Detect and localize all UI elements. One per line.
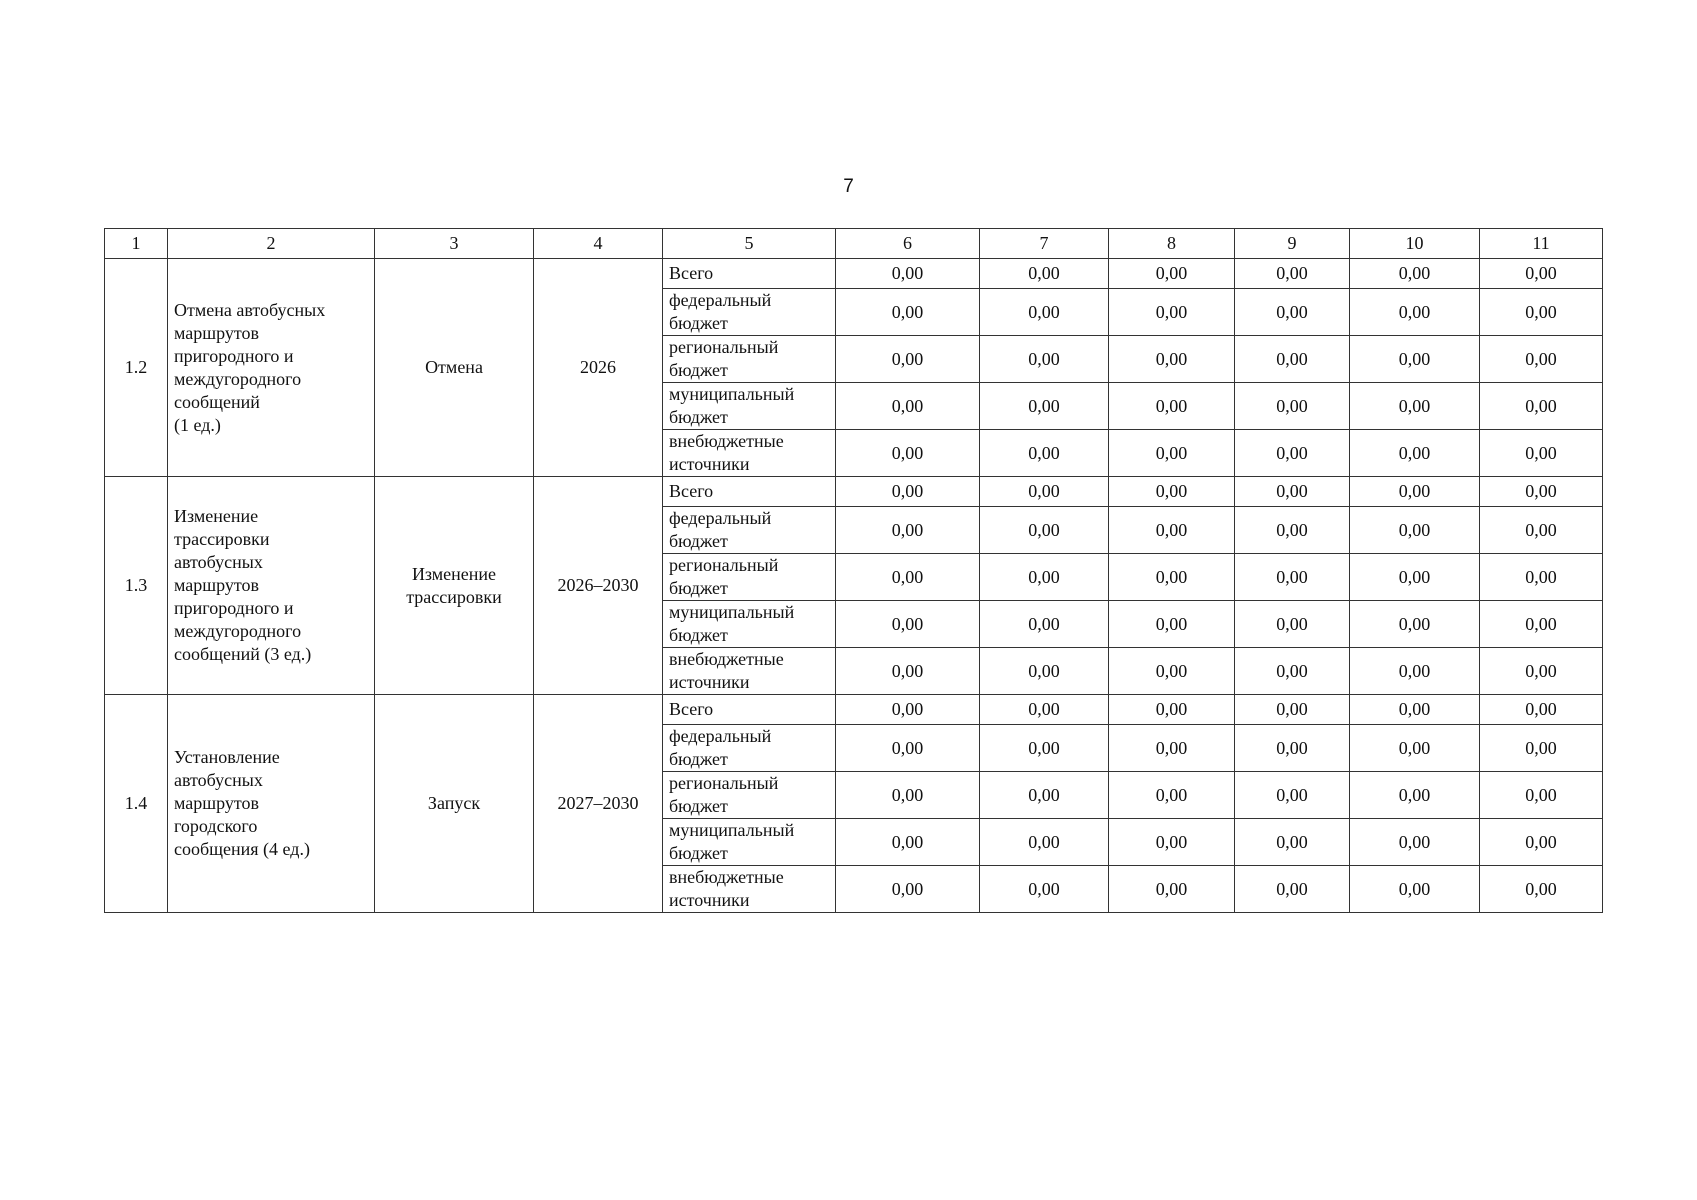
funding-source-cell: региональный бюджет: [663, 554, 836, 601]
item-period-cell: 2026: [534, 259, 663, 477]
funding-source-cell: Всего: [663, 695, 836, 725]
amount-cell: 0,00: [980, 554, 1109, 601]
header-cell: 7: [980, 229, 1109, 259]
amount-cell: 0,00: [1109, 866, 1235, 913]
amount-cell: 0,00: [836, 383, 980, 430]
amount-cell: 0,00: [1350, 866, 1480, 913]
header-cell: 8: [1109, 229, 1235, 259]
header-cell: 11: [1480, 229, 1603, 259]
amount-cell: 0,00: [1235, 695, 1350, 725]
funding-source-cell: федеральный бюджет: [663, 725, 836, 772]
amount-cell: 0,00: [980, 648, 1109, 695]
amount-cell: 0,00: [1480, 648, 1603, 695]
header-cell: 6: [836, 229, 980, 259]
funding-source-cell: муниципальный бюджет: [663, 383, 836, 430]
amount-cell: 0,00: [1480, 430, 1603, 477]
amount-cell: 0,00: [1109, 507, 1235, 554]
header-cell: 2: [168, 229, 375, 259]
amount-cell: 0,00: [1235, 383, 1350, 430]
amount-cell: 0,00: [836, 772, 980, 819]
amount-cell: 0,00: [1480, 819, 1603, 866]
amount-cell: 0,00: [980, 601, 1109, 648]
funding-source-cell: Всего: [663, 477, 836, 507]
item-name-cell: Отмена автобусных маршрутов пригородного и междугородного сообщений (1 ед.): [168, 259, 375, 477]
amount-cell: 0,00: [1109, 648, 1235, 695]
amount-cell: 0,00: [1350, 259, 1480, 289]
amount-cell: 0,00: [1235, 648, 1350, 695]
amount-cell: 0,00: [1480, 772, 1603, 819]
amount-cell: 0,00: [1109, 259, 1235, 289]
amount-cell: 0,00: [836, 477, 980, 507]
page-number: 7: [843, 176, 854, 197]
amount-cell: 0,00: [1480, 383, 1603, 430]
amount-cell: 0,00: [1350, 477, 1480, 507]
funding-source-cell: Всего: [663, 259, 836, 289]
amount-cell: 0,00: [1235, 601, 1350, 648]
amount-cell: 0,00: [1350, 507, 1480, 554]
amount-cell: 0,00: [836, 725, 980, 772]
funding-source-cell: региональный бюджет: [663, 772, 836, 819]
amount-cell: 0,00: [980, 819, 1109, 866]
amount-cell: 0,00: [1480, 554, 1603, 601]
table-row: [105, 477, 1603, 507]
item-period-cell: 2026–2030: [534, 477, 663, 695]
amount-cell: 0,00: [1109, 336, 1235, 383]
amount-cell: 0,00: [980, 383, 1109, 430]
amount-cell: 0,00: [836, 259, 980, 289]
funding-source-cell: внебюджетные источники: [663, 430, 836, 477]
amount-cell: 0,00: [1109, 383, 1235, 430]
funding-table: [104, 228, 1603, 913]
item-action-cell: Отмена: [375, 259, 534, 477]
header-cell: 5: [663, 229, 836, 259]
amount-cell: 0,00: [1350, 336, 1480, 383]
amount-cell: 0,00: [980, 336, 1109, 383]
amount-cell: 0,00: [836, 819, 980, 866]
amount-cell: 0,00: [1350, 725, 1480, 772]
table-row: [105, 259, 1603, 289]
item-name-cell: Установление автобусных маршрутов городского сообщения (4 ед.): [168, 695, 375, 913]
amount-cell: 0,00: [1350, 383, 1480, 430]
amount-cell: 0,00: [1350, 289, 1480, 336]
amount-cell: 0,00: [1109, 289, 1235, 336]
amount-cell: 0,00: [1109, 554, 1235, 601]
amount-cell: 0,00: [980, 866, 1109, 913]
amount-cell: 0,00: [1235, 772, 1350, 819]
header-cell: 3: [375, 229, 534, 259]
funding-source-cell: муниципальный бюджет: [663, 819, 836, 866]
header-cell: 9: [1235, 229, 1350, 259]
amount-cell: 0,00: [1350, 695, 1480, 725]
amount-cell: 0,00: [980, 430, 1109, 477]
funding-source-cell: муниципальный бюджет: [663, 601, 836, 648]
amount-cell: 0,00: [1235, 725, 1350, 772]
amount-cell: 0,00: [980, 259, 1109, 289]
amount-cell: 0,00: [1235, 507, 1350, 554]
amount-cell: 0,00: [1235, 336, 1350, 383]
header-cell: 10: [1350, 229, 1480, 259]
funding-source-cell: внебюджетные источники: [663, 648, 836, 695]
amount-cell: 0,00: [836, 695, 980, 725]
amount-cell: 0,00: [1109, 601, 1235, 648]
item-action-cell: Запуск: [375, 695, 534, 913]
amount-cell: 0,00: [836, 554, 980, 601]
amount-cell: 0,00: [1109, 772, 1235, 819]
header-row: [105, 229, 1603, 259]
amount-cell: 0,00: [980, 695, 1109, 725]
amount-cell: 0,00: [1235, 289, 1350, 336]
amount-cell: 0,00: [1109, 725, 1235, 772]
amount-cell: 0,00: [1235, 259, 1350, 289]
amount-cell: 0,00: [1480, 695, 1603, 725]
item-action-cell: Изменение трассировки: [375, 477, 534, 695]
amount-cell: 0,00: [1109, 430, 1235, 477]
amount-cell: 0,00: [836, 336, 980, 383]
amount-cell: 0,00: [980, 725, 1109, 772]
amount-cell: 0,00: [1350, 772, 1480, 819]
header-cell: 1: [105, 229, 168, 259]
amount-cell: 0,00: [1109, 695, 1235, 725]
item-number-cell: 1.2: [105, 259, 168, 477]
amount-cell: 0,00: [980, 477, 1109, 507]
amount-cell: 0,00: [1480, 725, 1603, 772]
funding-source-cell: региональный бюджет: [663, 336, 836, 383]
amount-cell: 0,00: [1350, 819, 1480, 866]
amount-cell: 0,00: [1350, 648, 1480, 695]
amount-cell: 0,00: [1235, 819, 1350, 866]
item-period-cell: 2027–2030: [534, 695, 663, 913]
amount-cell: 0,00: [1235, 430, 1350, 477]
amount-cell: 0,00: [836, 430, 980, 477]
amount-cell: 0,00: [836, 648, 980, 695]
amount-cell: 0,00: [836, 507, 980, 554]
amount-cell: 0,00: [1350, 601, 1480, 648]
amount-cell: 0,00: [1480, 336, 1603, 383]
item-number-cell: 1.4: [105, 695, 168, 913]
amount-cell: 0,00: [1480, 601, 1603, 648]
funding-source-cell: федеральный бюджет: [663, 289, 836, 336]
amount-cell: 0,00: [1235, 477, 1350, 507]
table-row: [105, 695, 1603, 725]
amount-cell: 0,00: [1350, 430, 1480, 477]
amount-cell: 0,00: [836, 866, 980, 913]
amount-cell: 0,00: [1109, 819, 1235, 866]
funding-source-cell: внебюджетные источники: [663, 866, 836, 913]
header-cell: 4: [534, 229, 663, 259]
funding-source-cell: федеральный бюджет: [663, 507, 836, 554]
amount-cell: 0,00: [836, 289, 980, 336]
amount-cell: 0,00: [1480, 289, 1603, 336]
amount-cell: 0,00: [836, 601, 980, 648]
amount-cell: 0,00: [1480, 477, 1603, 507]
amount-cell: 0,00: [1480, 259, 1603, 289]
amount-cell: 0,00: [980, 507, 1109, 554]
amount-cell: 0,00: [1480, 507, 1603, 554]
amount-cell: 0,00: [1480, 866, 1603, 913]
amount-cell: 0,00: [1109, 477, 1235, 507]
amount-cell: 0,00: [980, 772, 1109, 819]
amount-cell: 0,00: [1235, 554, 1350, 601]
amount-cell: 0,00: [1235, 866, 1350, 913]
amount-cell: 0,00: [980, 289, 1109, 336]
table-body: [105, 229, 1603, 913]
item-name-cell: Изменение трассировки автобусных маршрутов пригородного и междугородного сообщений (3 ед.): [168, 477, 375, 695]
amount-cell: 0,00: [1350, 554, 1480, 601]
item-number-cell: 1.3: [105, 477, 168, 695]
